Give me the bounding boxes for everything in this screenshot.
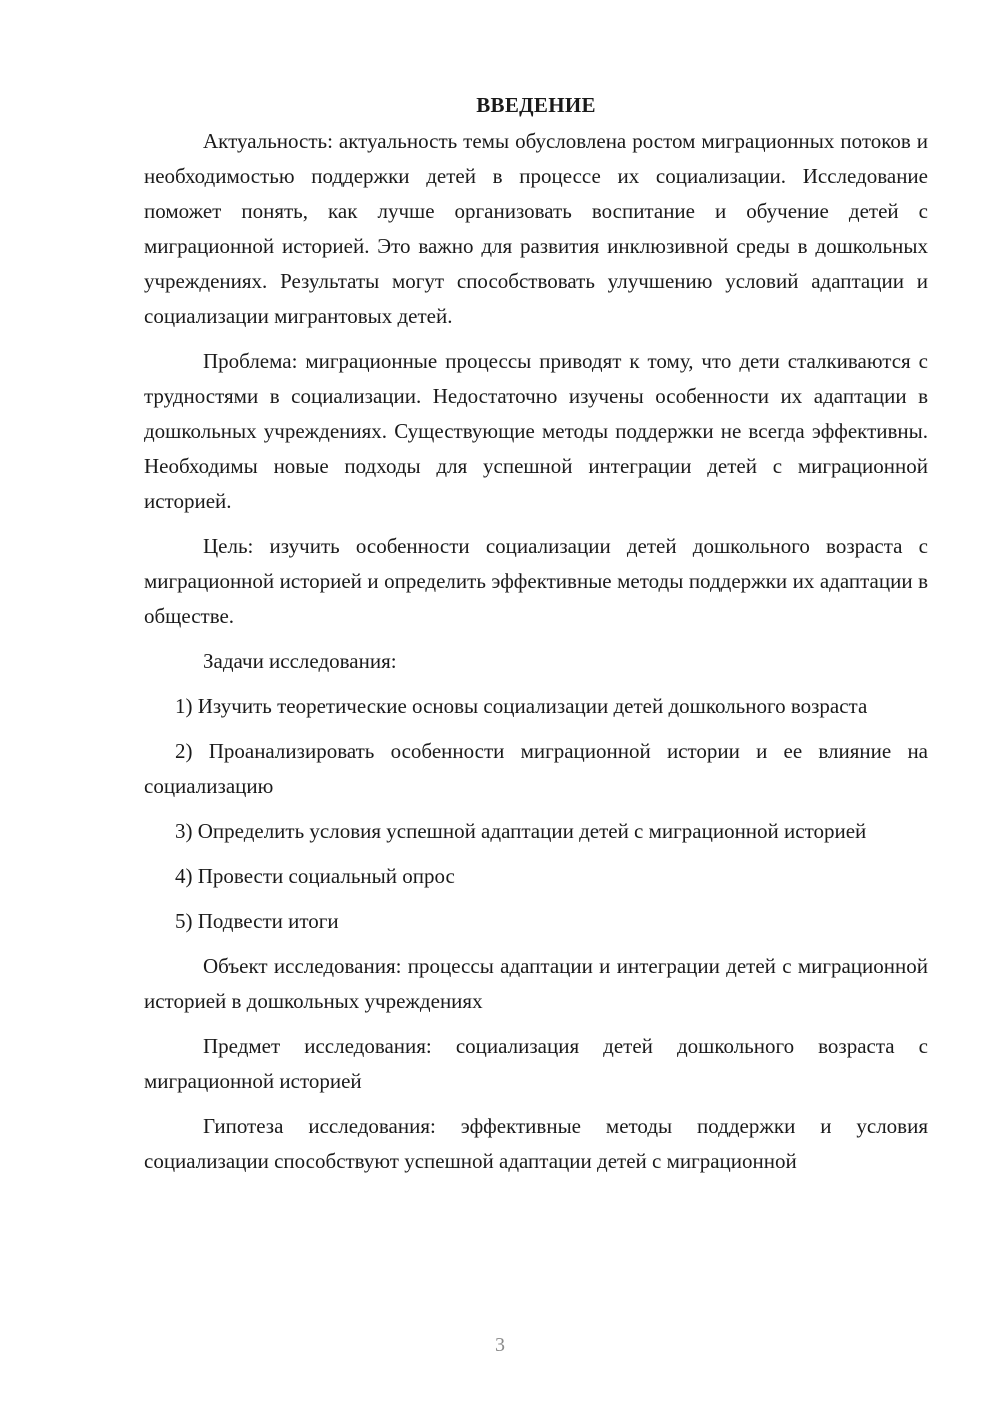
tasks-heading: Задачи исследования:: [203, 649, 397, 673]
paragraph-relevance: Актуальность: актуальность темы обусловлена ростом миграционных потоков и необходимостью поддержки детей в процессе их социализации. Исследование поможет понять, как лучше организовать воспитание и обучение детей с миграционной историей. Это важно для развития инклюзивной среды в дошкольных учреждениях. Результаты могут способствовать улучшению условий адаптации и социализации мигрантовых детей.: [144, 129, 928, 328]
document-title: ВВЕДЕНИЕ: [476, 93, 596, 117]
task-item-2: 2) Проанализировать особенности миграционной истории и ее влияние на социализацию: [144, 739, 928, 798]
document-page: [144, 88, 928, 1189]
task-item-1: 1) Изучить теоретические основы социализации детей дошкольного возраста: [175, 694, 868, 718]
paragraph-hypothesis: Гипотеза исследования: эффективные методы поддержки и условия социализации способствуют успешной адаптации детей с миграционной: [144, 1114, 928, 1173]
task-item-3: 3) Определить условия успешной адаптации детей с миграционной историей: [175, 819, 867, 843]
task-item-4: 4) Провести социальный опрос: [175, 864, 455, 888]
paragraph-subject: Предмет исследования: социализация детей дошкольного возраста с миграционной историей: [144, 1034, 928, 1093]
page-number: 3: [495, 1334, 505, 1356]
paragraph-problem: Проблема: миграционные процессы приводят к тому, что дети сталкиваются с трудностями в социализации. Недостаточно изучены особенности их адаптации в дошкольных учреждениях. Существующие методы поддержки не всегда эффективны. Необходимы новые подходы для успешной интеграции детей с миграционной историей.: [144, 349, 928, 513]
task-item-5: 5) Подвести итоги: [175, 909, 339, 933]
paragraph-object: Объект исследования: процессы адаптации и интеграции детей с миграционной историей в дошкольных учреждениях: [144, 954, 928, 1013]
paragraph-goal: Цель: изучить особенности социализации детей дошкольного возраста с миграционной историей и определить эффективные методы поддержки их адаптации в обществе.: [144, 534, 928, 628]
